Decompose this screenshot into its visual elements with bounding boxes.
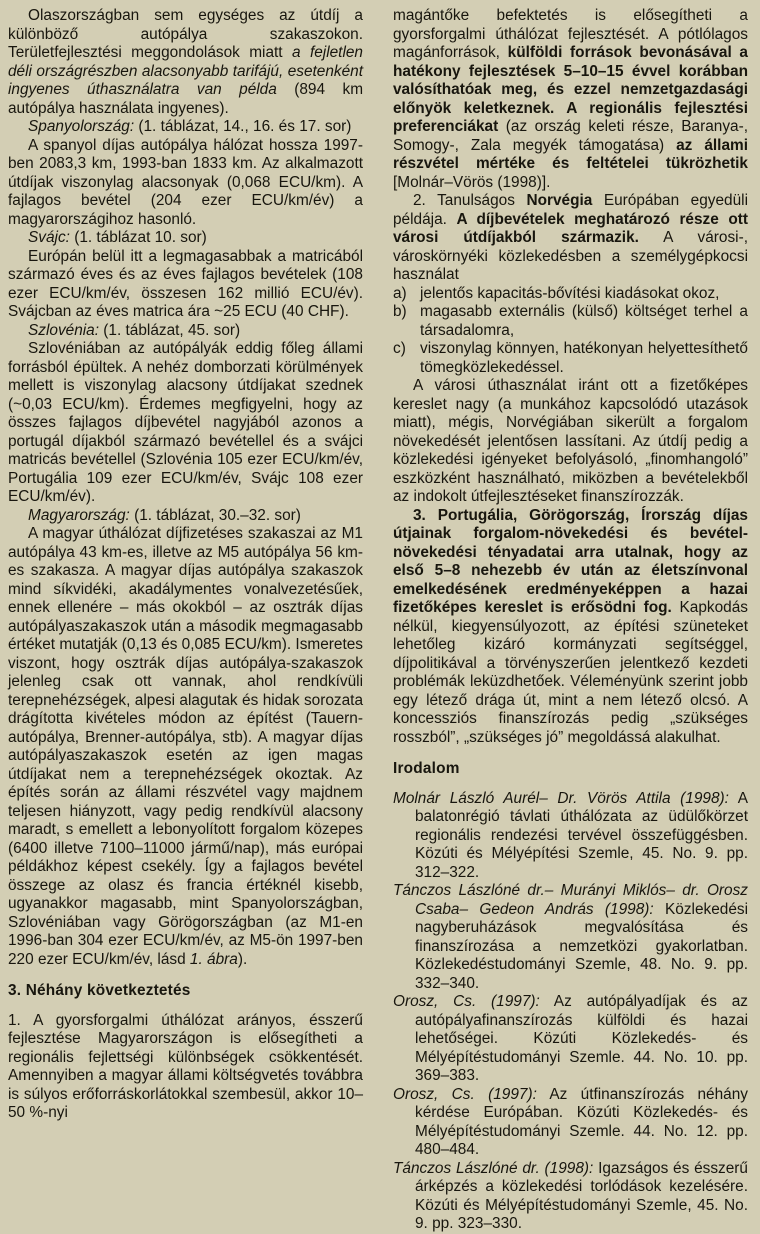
bold-text: az állami részvétel mértéke és feltételei tükrözhetik <box>393 136 748 172</box>
italic-text: Molnár László Aurél– Dr. Vörös Attila (1998): <box>393 789 729 807</box>
italic-text: Tánczos Lászlóné dr. (1998): <box>393 1159 594 1177</box>
reference-entry <box>393 790 748 883</box>
text-run: Az autópályadíjak és az autópályafinanszírozás külföldi és hazai lehetőségei. Közúti Közlekedés- és Mélyépítéstudományi Szemle. 44. No. 10. pp. 369–383. <box>415 993 748 1084</box>
italic-text: Tánczos Lászlóné dr.– Murányi Miklós– dr. Orosz Csaba– Gedeon András (1998): <box>393 882 748 918</box>
text-run: (1. táblázat 10. sor) <box>69 229 207 246</box>
text-run: Szlovéniában az autópályák eddig főleg állami forrásból épültek. A nehéz domborzati körülmények mellett is viszonylag alacsony útdíjakat szednek (~0,03 ECU/km). Érdemes megfigyelni, hogy az összes fajlagos díjbevétel nagyjából azonos a portugál díjakból származó bevétellel és a svájci matricás bevétellel (Szlovénia 105 ezer ECU/km/év, Portugália 109 ezer ECU/km/év, Svájc 108 ezer ECU/km/év). <box>8 340 363 505</box>
italic-text: a fejletlen déli országrészben alacsonyabb tarifájú, esetenként ingyenes úthasználatra van példa <box>8 44 363 98</box>
reference-entry <box>393 1160 748 1234</box>
paragraph <box>393 377 748 507</box>
text-run: A városi úthasználat iránt ott a fizetőképes kereslet nagy (a munkához kapcsolódó utazások miatt), mégis, Norvégiában sikerült a forgalom növekedését jelentősen lassítani. Az útdíj pedig a közlekedési igényeket befolyásoló, „finomhangoló” eszközként használható, miközben a bevételekből az indokolt útfejlesztéseket finanszírozzák. <box>393 377 748 505</box>
text-run: magántőke befektetés is elősegítheti a gyorsforgalmi úthálózat fejlesztését. A pótlólagos magánforrások, <box>393 7 748 61</box>
text-run: Kapkodás nélkül, kiegyensúlyozott, az építési szüneteket lehetőleg kizáró kormányzati segítséggel, díjpolitikával a törvényszerűen jelentkező kezdeti problémák leküzdhetőek. Véleményünk szerint jobb egy létező drága út, mint a nem létező olcsó. A koncessziós finanszírozás pedig „szükséges rosszból”, „szükséges jó” megoldássá alakulhat. <box>393 599 748 746</box>
right-column <box>393 7 748 1232</box>
bold-text: külföldi források bevonásával a hatékony fejlesztések 5–10–15 évvel korábban valósíthatóak meg, és ezzel nemzetgazdasági előnyök keletkeznek. A regionális fejlesztési preferenciákat <box>393 44 748 135</box>
italic-text: Orosz, Cs. (1997): <box>393 1085 537 1103</box>
paragraph <box>8 248 363 322</box>
bold-text: 3. Portugália, Görögország, Írország díjas útjainak forgalom-növekedési és bevétel-növekedési tényadatai arra utalnak, hogy az első 5–8 nehezebb év után az életszínvonal emelkedésének eredményeképpen a hazai fizetőképes kereslet is erősödni fog. <box>393 506 748 616</box>
reference-entry <box>393 1086 748 1160</box>
list-item-label: a) <box>393 284 407 302</box>
text-run: (az ország keleti része, Baranya-, Somogy-, Zala megyék támogatása) <box>393 118 748 154</box>
italic-text: Szlovénia: <box>28 321 100 339</box>
text-run: A magyar úthálózat díjfizetéses szakaszai az M1 autópálya 43 km-es, illetve az M5 autópálya 56 km-es szakasza. A magyar díjas autópálya szakaszok mind síkvidéki, akadálymentes vonalvezetésűek, ennek ellenére – más okokból – az osztrák díjas autópályaszakaszok után a második megmagasabb értéket mutatják (0,13 és 0,085 ECU/km). Ismeretes viszont, hogy osztrák díjas autópálya-szakaszok jelenleg csak ott vannak, ahol rendkívüli terepnehézségek, alpesi alagutak és hidak sorozata drágította kivételes módon az építést (Tauern-autópálya, Brenner-autópálya, stb). A magyar díjas autópályaszakaszok esetén az igen magas útdíjakat nem a terepnehézségek okoztak. Az építés során az állami részvétel vagy majdnem teljesen hiányzott, vagy pedig rendkívül alacsony maradt, s emellett a lebonyolított forgalom közepes (6400 illetve 7100–11000 jármű/nap), más európai példákhoz képest csekély. Így a fajlagos bevétel összege az olasz és francia értéknél kisebb, ugyanakkor magasabb, mint Spanyolországban, Szlovéniában vagy Görögországban (az M1-en 1996-ban 304 ezer ECU/km/év, az M5-ön 1997-ben 220 ezer ECU/km/év, lásd <box>8 525 363 968</box>
text-run: ). <box>237 950 248 968</box>
italic-text: Magyarország: <box>28 506 130 524</box>
text-run: (1. táblázat, 30.–32. sor) <box>129 506 301 524</box>
text-run: Igazságos és ésszerű árképzés a közlekedési torlódások kezelésére. Közúti és Mélyépítéstudományi Szemle, 45. No. 9. pp. 323–330. <box>415 1159 748 1232</box>
italic-text: 1. ábra <box>189 950 238 968</box>
text-run: jelentős kapacitás-bővítési kiadásokat okoz, <box>420 284 720 302</box>
list-item-label: b) <box>393 303 407 320</box>
paragraph <box>8 7 363 118</box>
text-run: (1. táblázat, 14., 16. és 17. sor) <box>134 118 352 135</box>
paragraph <box>8 118 363 137</box>
list-item <box>393 303 748 340</box>
text-run: 2. Tanulságos <box>413 192 527 209</box>
text-run: A városi-, városkörnyéki közlekedésben a személygépkocsi használat <box>393 229 748 283</box>
paragraph <box>8 322 363 341</box>
paragraph <box>8 525 363 969</box>
text-run: A balatonrégió távlati úthálózata az üdülőkörzet regionális rendezési tervével összefüggésben. Közúti és Mélyépítési Szemle, 45. No. 9. pp. 312–322. <box>415 789 748 881</box>
text-run: viszonylag könnyen, hatékonyan helyettesíthető tömegközlekedéssel. <box>420 340 748 376</box>
reference-entry <box>393 882 748 993</box>
paragraph <box>8 507 363 526</box>
paragraph <box>8 1012 363 1123</box>
text-run: [Molnár–Vörös (1998)]. <box>393 173 551 191</box>
reference-entry <box>393 993 748 1086</box>
italic-text: Svájc: <box>28 229 70 246</box>
text-run: Közlekedési nagyberuházások megvalósítása és finanszírozása a nemzetközi gyakorlatban. Közlekedéstudományi Szemle, 48. No. 9. pp. 332–340. <box>415 900 748 992</box>
list-item <box>393 285 748 304</box>
section-heading: 3. Néhány következtetés <box>8 982 191 999</box>
text-run: 1. A gyorsforgalmi úthálózat arányos, ésszerű fejlesztése Magyarországon is elősegítheti a regionális fejlettségi különbségek csökkentését. Amennyiben a magyar állami költségvetés továbbra is súlyos erőforráskorlátokkal szembesül, akkor 10–50 %-nyi <box>8 1011 363 1121</box>
text-run: Európában egyedüli példája. <box>393 192 748 228</box>
paragraph <box>393 507 748 748</box>
text-run: (894 km autópálya használata ingyenes). <box>8 81 364 117</box>
paragraph <box>393 192 748 285</box>
text-run: (1. táblázat, 45. sor) <box>99 321 241 339</box>
list-item <box>393 340 748 377</box>
text-run: magasabb externális (külső) költséget terhel a társadalomra, <box>420 303 748 339</box>
section-heading: Irodalom <box>393 760 460 777</box>
text-run: Európán belül itt a legmagasabbak a matricából származó éves és az éves fajlagos bevételek (108 ezer ECU/km/év, összesen 162 millió ECU/év). Svájcban az éves matrica ára ~25 ECU (40 CHF). <box>8 247 363 320</box>
italic-text: Orosz, Cs. (1997): <box>393 993 540 1010</box>
paragraph <box>8 340 363 507</box>
text-run: Olaszországban sem egységes az útdíj a különböző autópálya szakaszokon. Területfejlesztési meggondolások miatt <box>8 7 363 61</box>
list-item-label: c) <box>393 340 406 357</box>
bold-text: Norvégia <box>526 192 593 209</box>
bold-text: A díjbevételek meghatározó része ott városi útdíjakból származik. <box>393 210 748 246</box>
italic-text: Spanyolország: <box>28 118 135 135</box>
paragraph <box>8 137 363 230</box>
paragraph <box>393 7 748 192</box>
text-run: A spanyol díjas autópálya hálózat hossza 1997-ben 2083,3 km, 1993-ban 1833 km. Az alkalmazott útdíjak viszonylag alacsonyak (0,068 ECU/km). A fajlagos bevétel (204 ezer ECU/km/év) a magyarországihoz hasonló. <box>8 136 363 228</box>
left-column <box>8 7 364 1121</box>
text-run: Az útfinanszírozás néhány kérdése Európában. Közúti Közlekedés- és Mélyépítéstudományi Szemle. 44. No. 12. pp. 480–484. <box>415 1085 748 1158</box>
paragraph <box>8 229 363 248</box>
